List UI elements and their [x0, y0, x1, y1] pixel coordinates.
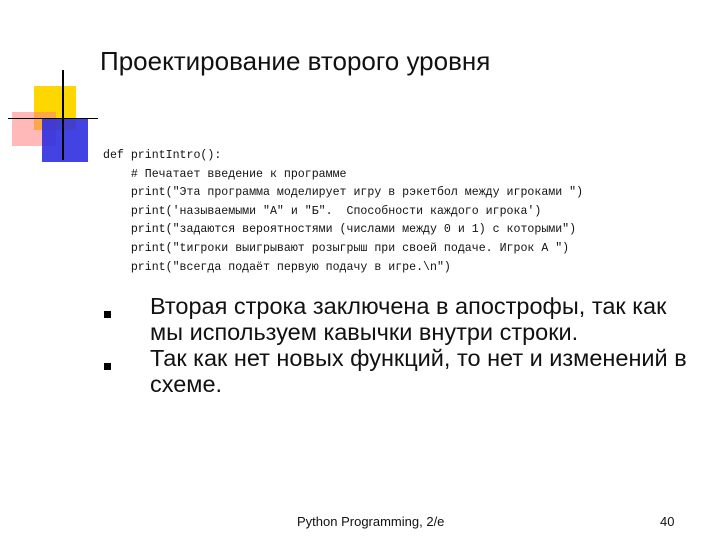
bullet-item: [104, 293, 690, 345]
bullet-item: [104, 345, 690, 397]
bullet-list: [104, 293, 690, 397]
code-line: print("Эта программа моделирует игру в рэкетбол между игроками "): [103, 186, 584, 200]
code-line: # Печатает введение к программе: [103, 167, 347, 181]
bullet-text: Так как нет новых функций, то нет и изменений в схеме.: [150, 345, 687, 397]
page-number: 40: [660, 514, 675, 529]
slide-title: Проектирование второго уровня: [100, 46, 491, 76]
decor-blue-square: [42, 118, 88, 162]
bullet-square-icon: [104, 311, 111, 318]
code-line: print("задаются вероятностями (числами между 0 и 1) с которыми"): [103, 223, 577, 237]
bullet-text: Вторая строка заключена в апострофы, так как мы используем кавычки внутри строки.: [150, 293, 667, 345]
decor-vertical-line: [62, 70, 64, 160]
code-line: print("tигроки выигрывают розыгрыш при своей подаче. Игрок A "): [103, 241, 570, 255]
code-line: print("всегда подаёт первую подачу в игре.\n"): [103, 260, 451, 274]
code-line: print('называемыми "A" и "Б". Способности каждого игрока'): [103, 204, 542, 218]
decor-horizontal-line: [8, 118, 98, 119]
code-block: [103, 147, 583, 277]
bullet-square-icon: [104, 363, 111, 370]
code-line: def printIntro():: [103, 149, 222, 162]
footer-title: Python Programming, 2/e: [297, 514, 445, 529]
